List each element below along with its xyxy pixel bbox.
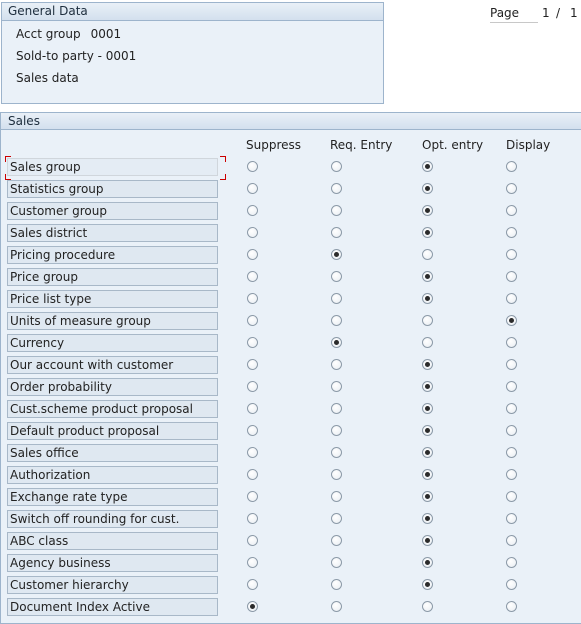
table-row — [1, 178, 581, 200]
field-label: Customer hierarchy — [7, 576, 218, 594]
radio-req-entry[interactable] — [331, 293, 342, 304]
radio-opt-entry[interactable] — [422, 337, 433, 348]
table-row — [1, 420, 581, 442]
radio-suppress[interactable] — [247, 601, 258, 612]
radio-opt-entry[interactable] — [422, 513, 433, 524]
radio-opt-entry[interactable] — [422, 249, 433, 260]
table-row — [1, 442, 581, 464]
radio-suppress[interactable] — [247, 403, 258, 414]
field-label: Customer group — [7, 202, 218, 220]
radio-display[interactable] — [506, 557, 517, 568]
radio-req-entry[interactable] — [331, 491, 342, 502]
field-label: Price group — [7, 268, 218, 286]
general-data-group — [1, 2, 384, 104]
radio-opt-entry[interactable] — [422, 469, 433, 480]
general-data-title: General Data — [2, 3, 383, 21]
radio-req-entry[interactable] — [331, 447, 342, 458]
radio-req-entry[interactable] — [331, 161, 342, 172]
radio-req-entry[interactable] — [331, 535, 342, 546]
column-header-display: Display — [506, 138, 551, 152]
table-row — [1, 266, 581, 288]
radio-opt-entry[interactable] — [422, 293, 433, 304]
radio-display[interactable] — [506, 161, 517, 172]
radio-display[interactable] — [506, 293, 517, 304]
radio-req-entry[interactable] — [331, 381, 342, 392]
column-header-suppress: Suppress — [246, 138, 302, 152]
field-label: Currency — [7, 334, 218, 352]
table-row — [1, 332, 581, 354]
radio-opt-entry[interactable] — [422, 403, 433, 414]
radio-suppress[interactable] — [247, 381, 258, 392]
radio-opt-entry[interactable] — [422, 557, 433, 568]
radio-req-entry[interactable] — [331, 425, 342, 436]
sold-to-party: Sold-to party - 0001 — [16, 49, 137, 63]
field-label: Statistics group — [7, 180, 218, 198]
radio-opt-entry[interactable] — [422, 359, 433, 370]
table-row — [1, 244, 581, 266]
radio-req-entry[interactable] — [331, 557, 342, 568]
table-row — [1, 574, 581, 596]
column-header-opt-entry: Opt. entry — [422, 138, 484, 152]
table-row — [1, 288, 581, 310]
radio-suppress[interactable] — [247, 491, 258, 502]
radio-opt-entry[interactable] — [422, 271, 433, 282]
radio-req-entry[interactable] — [331, 183, 342, 194]
radio-display[interactable] — [506, 359, 517, 370]
radio-suppress[interactable] — [247, 557, 258, 568]
field-label: Order probability — [7, 378, 218, 396]
page-current: 1 — [542, 6, 550, 20]
field-label: Authorization — [7, 466, 218, 484]
page-underline — [490, 22, 538, 23]
field-label: Default product proposal — [7, 422, 218, 440]
field-label: Cust.scheme product proposal — [7, 400, 218, 418]
sales-group — [0, 112, 581, 624]
radio-suppress[interactable] — [247, 161, 258, 172]
radio-display[interactable] — [506, 227, 517, 238]
radio-suppress[interactable] — [247, 183, 258, 194]
radio-req-entry[interactable] — [331, 359, 342, 370]
sales-title: Sales — [1, 113, 581, 130]
radio-display[interactable] — [506, 337, 517, 348]
radio-suppress[interactable] — [247, 425, 258, 436]
radio-req-entry[interactable] — [331, 271, 342, 282]
radio-display[interactable] — [506, 183, 517, 194]
radio-suppress[interactable] — [247, 315, 258, 326]
radio-suppress[interactable] — [247, 227, 258, 238]
radio-opt-entry[interactable] — [422, 161, 433, 172]
radio-opt-entry[interactable] — [422, 183, 433, 194]
sales-data-label: Sales data — [16, 71, 79, 85]
acct-group-line — [16, 27, 121, 41]
radio-display[interactable] — [506, 205, 517, 216]
radio-suppress[interactable] — [247, 359, 258, 370]
field-label: Units of measure group — [7, 312, 218, 330]
radio-req-entry[interactable] — [331, 403, 342, 414]
radio-req-entry[interactable] — [331, 227, 342, 238]
radio-display[interactable] — [506, 579, 517, 590]
field-label: ABC class — [7, 532, 218, 550]
radio-display[interactable] — [506, 535, 517, 546]
radio-suppress[interactable] — [247, 447, 258, 458]
radio-display[interactable] — [506, 271, 517, 282]
radio-req-entry[interactable] — [331, 601, 342, 612]
table-row — [1, 486, 581, 508]
radio-suppress[interactable] — [247, 271, 258, 282]
table-row — [1, 530, 581, 552]
radio-suppress[interactable] — [247, 513, 258, 524]
radio-opt-entry[interactable] — [422, 447, 433, 458]
radio-suppress[interactable] — [247, 579, 258, 590]
page-total: 1 — [570, 6, 578, 20]
radio-opt-entry[interactable] — [422, 579, 433, 590]
table-row — [1, 354, 581, 376]
radio-req-entry[interactable] — [331, 315, 342, 326]
table-row — [1, 508, 581, 530]
page-label: Page — [490, 6, 520, 20]
radio-suppress[interactable] — [247, 293, 258, 304]
radio-req-entry[interactable] — [331, 469, 342, 480]
table-row — [1, 200, 581, 222]
radio-suppress[interactable] — [247, 249, 258, 260]
radio-display[interactable] — [506, 601, 517, 612]
radio-suppress[interactable] — [247, 469, 258, 480]
radio-display[interactable] — [506, 469, 517, 480]
field-label: Price list type — [7, 290, 218, 308]
radio-opt-entry[interactable] — [422, 491, 433, 502]
field-label: Agency business — [7, 554, 218, 572]
column-header-req-entry: Req. Entry — [330, 138, 393, 152]
radio-display[interactable] — [506, 425, 517, 436]
field-label: Sales office — [7, 444, 218, 462]
radio-display[interactable] — [506, 249, 517, 260]
acct-group-label: Acct group — [16, 27, 81, 41]
radio-display[interactable] — [506, 403, 517, 414]
focus-marker — [220, 156, 226, 162]
radio-req-entry[interactable] — [331, 337, 342, 348]
radio-display[interactable] — [506, 513, 517, 524]
radio-req-entry[interactable] — [331, 249, 342, 260]
table-row — [1, 464, 581, 486]
radio-opt-entry[interactable] — [422, 601, 433, 612]
table-row — [1, 398, 581, 420]
radio-opt-entry[interactable] — [422, 535, 433, 546]
radio-suppress[interactable] — [247, 535, 258, 546]
focus-marker — [5, 156, 11, 162]
radio-display[interactable] — [506, 381, 517, 392]
radio-opt-entry[interactable] — [422, 381, 433, 392]
radio-suppress[interactable] — [247, 205, 258, 216]
table-row — [1, 376, 581, 398]
radio-opt-entry[interactable] — [422, 205, 433, 216]
radio-req-entry[interactable] — [331, 205, 342, 216]
radio-req-entry[interactable] — [331, 579, 342, 590]
table-row — [1, 552, 581, 574]
field-label: Sales group — [7, 158, 218, 176]
radio-opt-entry[interactable] — [422, 315, 433, 326]
radio-display[interactable] — [506, 447, 517, 458]
radio-opt-entry[interactable] — [422, 227, 433, 238]
field-label: Sales district — [7, 224, 218, 242]
field-label: Pricing procedure — [7, 246, 218, 264]
radio-req-entry[interactable] — [331, 513, 342, 524]
table-row — [1, 310, 581, 332]
radio-suppress[interactable] — [247, 337, 258, 348]
table-row — [1, 222, 581, 244]
page-separator: / — [556, 6, 561, 20]
radio-display[interactable] — [506, 315, 517, 326]
field-label: Document Index Active — [7, 598, 218, 616]
table-row — [1, 156, 581, 178]
field-label: Switch off rounding for cust. — [7, 510, 218, 528]
radio-opt-entry[interactable] — [422, 425, 433, 436]
radio-display[interactable] — [506, 491, 517, 502]
table-row — [1, 596, 581, 618]
acct-group-value: 0001 — [90, 27, 122, 41]
field-label: Our account with customer — [7, 356, 218, 374]
field-label: Exchange rate type — [7, 488, 218, 506]
